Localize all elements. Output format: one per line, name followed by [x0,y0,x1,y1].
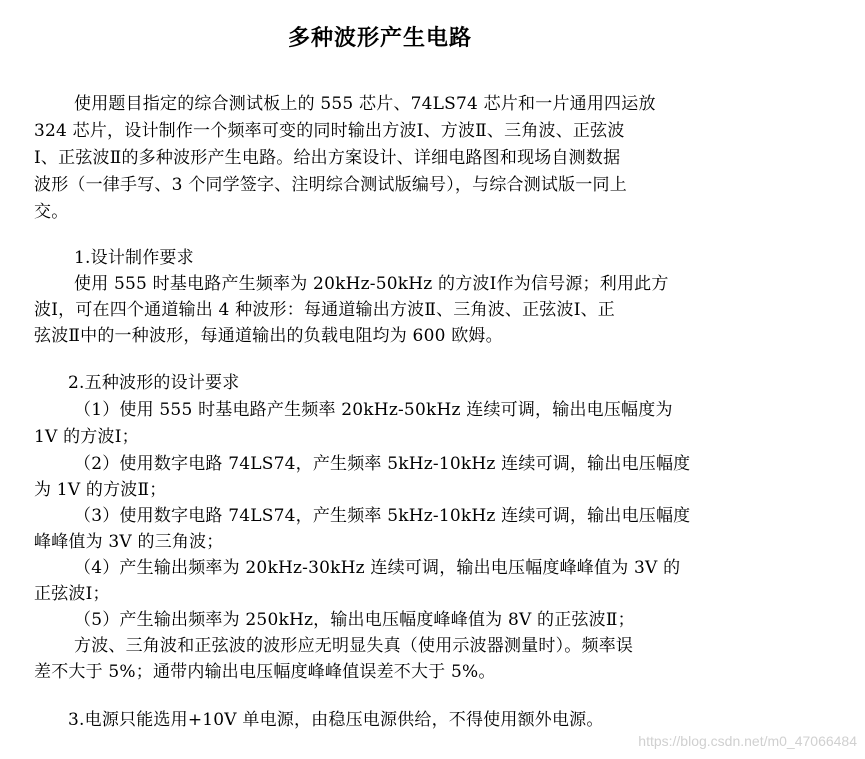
section-3-heading: 3.电源只能选用+10V 单电源，由稳压电源供给，不得使用额外电源。 [68,710,604,730]
section-2-line: 1V 的方波Ⅰ； [34,427,139,447]
intro-line: 使用题目指定的综合测试板上的 555 芯片、74LS74 芯片和一片通用四运放 [74,94,656,114]
section-2-line: 峰峰值为 3V 的三角波； [34,532,224,552]
section-2-line: 差不大于 5%；通带内输出电压幅度峰峰值误差不大于 5%。 [34,662,496,682]
intro-line: 波形（一律手写、3 个同学签字、注明综合测试版编号），与综合测试版一同上 [34,175,627,195]
section-2-line: （5）产生输出频率为 250kHz，输出电压幅度峰峰值为 8V 的正弦波Ⅱ； [74,610,635,630]
section-1-line: 使用 555 时基电路产生频率为 20kHz-50kHz 的方波Ⅰ作为信号源；利用此方 [74,274,669,294]
section-2-line: 为 1V 的方波Ⅱ； [34,480,167,500]
section-1-line: 波Ⅰ，可在四个通道输出 4 种波形：每通道输出方波Ⅱ、三角波、正弦波Ⅰ、正 [34,300,616,320]
section-2-line: （2）使用数字电路 74LS74，产生频率 5kHz-10kHz 连续可调，输出电压幅度 [74,454,691,474]
section-1-line: 弦波Ⅱ中的一种波形，每通道输出的负载电阻均为 600 欧姆。 [34,326,503,346]
intro-line: 324 芯片，设计制作一个频率可变的同时输出方波Ⅰ、方波Ⅱ、三角波、正弦波 [34,121,625,141]
section-2-line: 方波、三角波和正弦波的波形应无明显失真（使用示波器测量时）。频率误 [74,636,634,656]
section-2-line: 正弦波Ⅰ； [34,584,110,604]
section-2-line: （4）产生输出频率为 20kHz-30kHz 连续可调，输出电压幅度峰峰值为 3V 的 [74,558,681,578]
watermark-url: https://blog.csdn.net/m0_47066484 [638,733,857,749]
intro-line: 交。 [34,202,69,222]
document-title: 多种波形产生电路 [287,26,472,51]
section-2-line: （1）使用 555 时基电路产生频率 20kHz-50kHz 连续可调，输出电压幅度为 [74,400,673,420]
section-2-line: （3）使用数字电路 74LS74，产生频率 5kHz-10kHz 连续可调，输出电压幅度 [74,506,691,526]
intro-line: Ⅰ、正弦波Ⅱ的多种波形产生电路。给出方案设计、详细电路图和现场自测数据 [34,148,621,168]
section-2-heading: 2.五种波形的设计要求 [68,373,240,393]
section-1-heading: 1.设计制作要求 [74,248,194,268]
